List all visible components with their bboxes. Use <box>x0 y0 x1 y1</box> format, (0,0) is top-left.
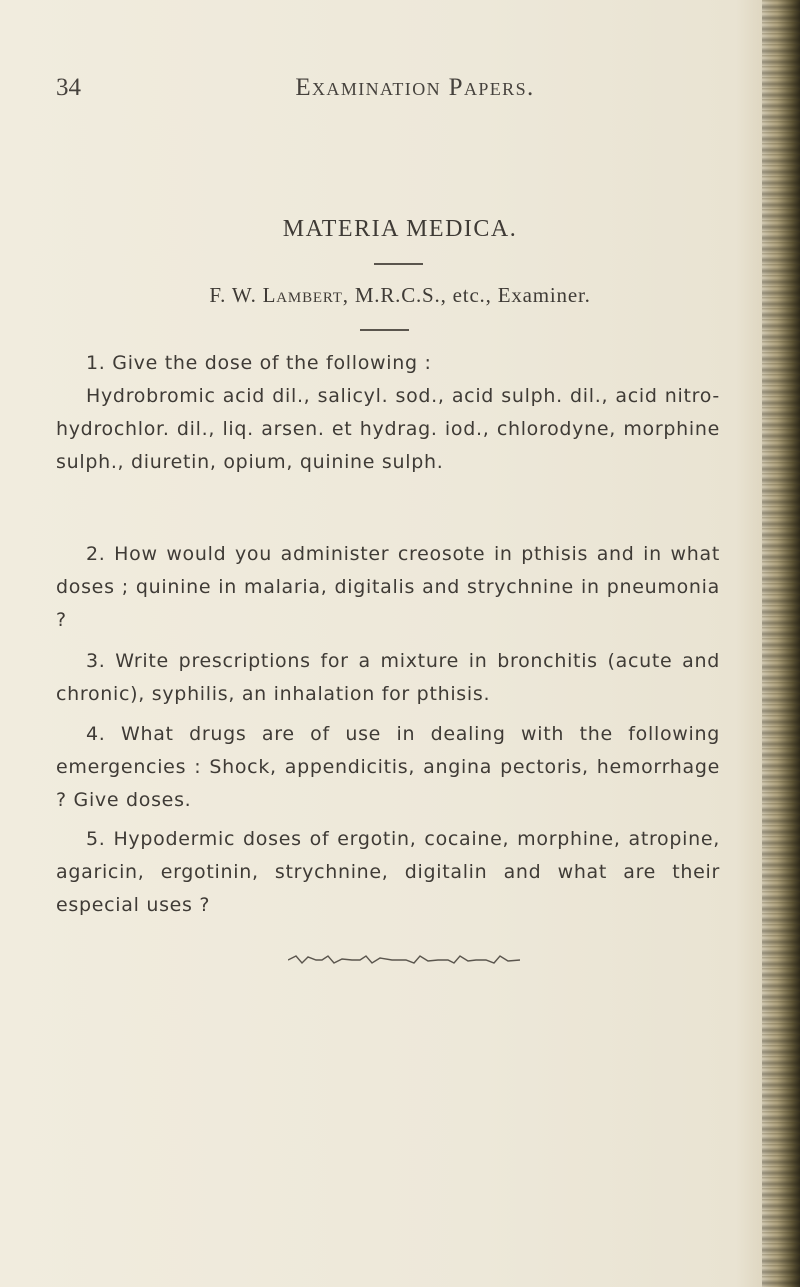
examiner-initials: F. W. <box>209 283 263 307</box>
divider-rule <box>360 329 409 331</box>
running-header <box>56 74 736 114</box>
end-ornament <box>288 954 520 966</box>
examiner-line <box>0 283 800 308</box>
page-edge-shadow <box>762 0 800 1287</box>
section-title: MATERIA MEDICA. <box>282 216 518 242</box>
question-2: 2. How would you administer creosote in pthisis and in what doses ; quinine in malaria, digitalis and strychnine in pneumonia ? <box>56 543 720 631</box>
divider-rule <box>374 263 423 265</box>
question-5: 5. Hypodermic doses of ergotin, cocaine, morphine, atropine, agaricin, ergotinin, strychnine, digitalin and what are their especial uses ? <box>56 828 720 916</box>
running-head-title: Examination Papers. <box>295 74 535 101</box>
question-1-body: Hydrobromic acid dil., salicyl. sod., acid sulph. dil., acid nitro-hydrochlor. dil., liq. arsen. et hydrag. iod., chlorodyne, morphine sulph., diuretin, opium, quinine sulph. <box>56 385 720 473</box>
examiner-name: Lambert <box>262 283 343 307</box>
examiner-credentials: , M.R.C.S., etc., Examiner. <box>342 283 591 307</box>
question-3: 3. Write prescriptions for a mixture in bronchitis (acute and chronic), syphilis, an inhalation for pthisis. <box>56 650 720 705</box>
question-4: 4. What drugs are of use in dealing with the following emergencies : Shock, appendicitis, angina pectoris, hemorrhage ? Give doses. <box>56 723 720 811</box>
question-1-heading: 1. Give the dose of the following : <box>86 352 432 374</box>
page-number: 34 <box>56 74 81 101</box>
